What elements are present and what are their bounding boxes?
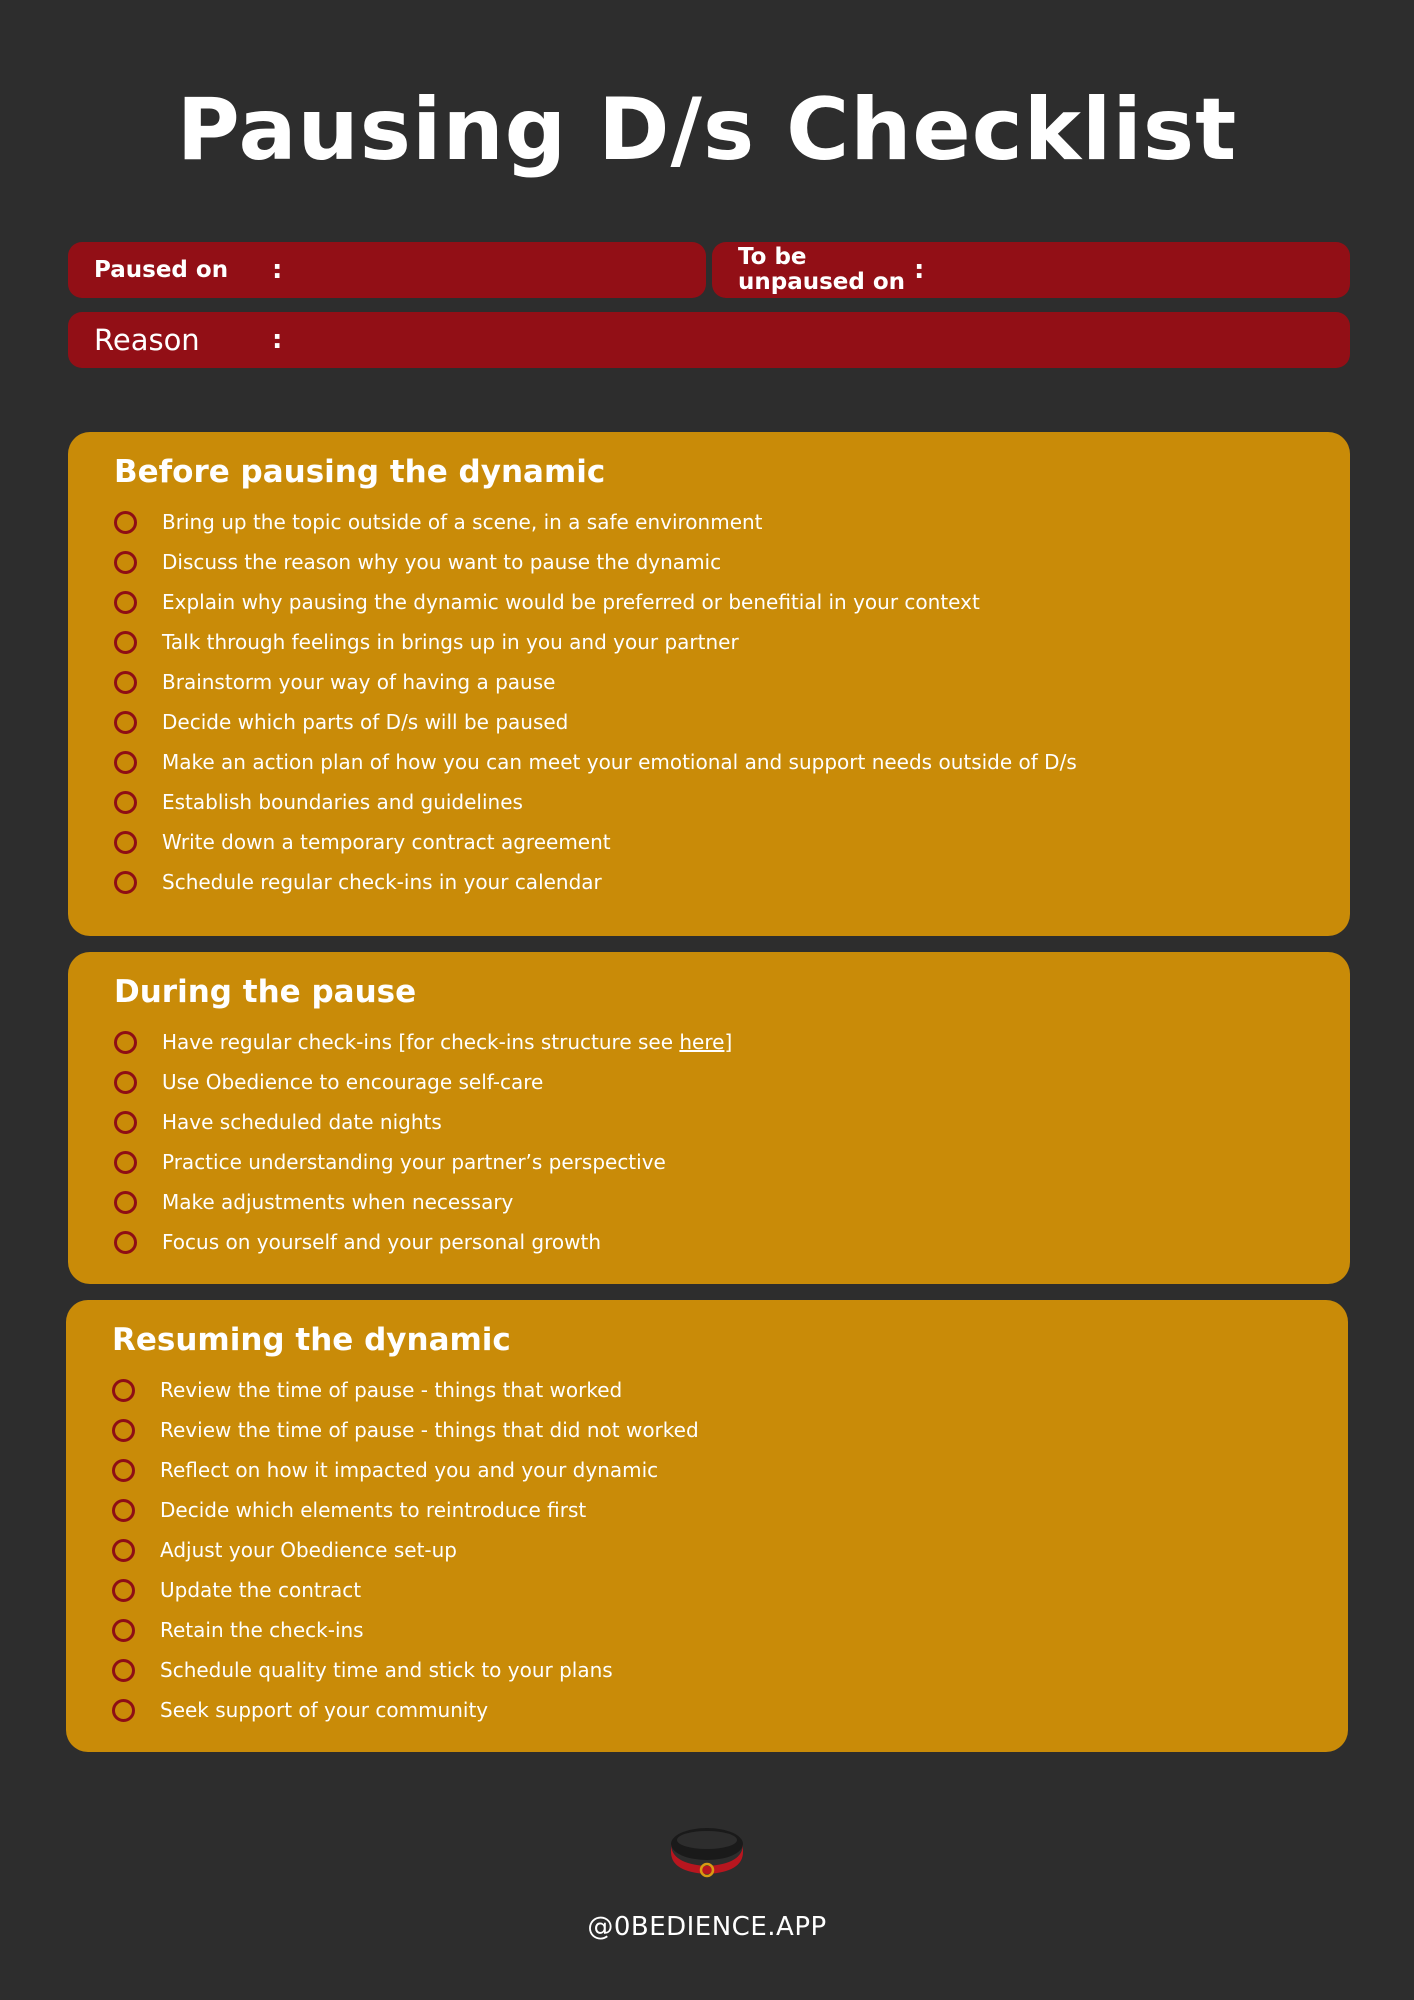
checklist-item-label: Review the time of pause - things that worked [160,1378,623,1402]
during-pause-section [68,952,1350,1284]
checklist-item-label: Bring up the topic outside of a scene, in a safe environment [162,510,763,534]
checklist-item-label: Schedule regular check-ins in your calendar [162,870,602,894]
checklist-item[interactable] [114,742,1077,782]
during-checklist [114,1022,732,1262]
checkbox-circle-icon[interactable] [112,1579,135,1602]
checkbox-circle-icon[interactable] [112,1419,135,1442]
unpaused-on-label: To be unpaused on [738,244,906,295]
checklist-item-label: Discuss the reason why you want to pause the dynamic [162,550,722,574]
checklist-item-label: Focus on yourself and your personal growth [162,1230,602,1254]
paused-on-field[interactable] [68,242,706,298]
checklist-item[interactable] [112,1610,699,1650]
checkbox-circle-icon[interactable] [114,791,137,814]
checkbox-circle-icon[interactable] [114,831,137,854]
reason-label: Reason [94,322,200,357]
checklist-item[interactable] [112,1650,699,1690]
checklist-item[interactable] [114,702,1077,742]
before-pausing-section [68,432,1350,936]
checklist-item[interactable] [114,1102,732,1142]
checkbox-circle-icon[interactable] [114,751,137,774]
paused-on-label: Paused on [94,256,229,283]
section-title-resuming: Resuming the dynamic [112,1322,511,1358]
checkbox-circle-icon[interactable] [112,1539,135,1562]
checklist-item[interactable] [114,782,1077,822]
checklist-item[interactable] [112,1690,699,1730]
checkbox-circle-icon[interactable] [114,1231,137,1254]
checkbox-circle-icon[interactable] [114,711,137,734]
checklist-item[interactable] [114,542,1077,582]
checklist-item-label: Schedule quality time and stick to your plans [160,1658,613,1682]
checkbox-circle-icon[interactable] [112,1459,135,1482]
checklist-item-label: Explain why pausing the dynamic would be preferred or benefitial in your context [162,590,980,614]
checklist-item-label: Reflect on how it impacted you and your dynamic [160,1458,659,1482]
section-title-before: Before pausing the dynamic [114,454,606,490]
checklist-item[interactable] [114,1022,732,1062]
checkbox-circle-icon[interactable] [114,631,137,654]
check-ins-suffix: ] [724,1030,733,1054]
checklist-item[interactable] [114,822,1077,862]
checklist-item-label: Seek support of your community [160,1698,489,1722]
checkbox-circle-icon[interactable] [114,1031,137,1054]
checklist-item-label: Make adjustments when necessary [162,1190,514,1214]
checklist-item-label: Decide which parts of D/s will be paused [162,710,569,734]
reason-field[interactable] [68,312,1350,368]
checklist-item[interactable] [112,1410,699,1450]
unpaused-on-field[interactable] [712,242,1350,298]
checklist-item[interactable] [112,1370,699,1410]
resuming-checklist [112,1370,699,1730]
checkbox-circle-icon[interactable] [114,591,137,614]
checkbox-circle-icon[interactable] [112,1379,135,1402]
checkbox-circle-icon[interactable] [114,1111,137,1134]
checklist-item-label [162,1030,732,1054]
checklist-item[interactable] [114,502,1077,542]
collar-icon [668,1820,746,1880]
page-title: Pausing D/s Checklist [176,80,1238,180]
unpaused-on-colon: : [914,255,925,285]
checklist-item[interactable] [114,1182,732,1222]
checklist-item-label: Make an action plan of how you can meet your emotional and support needs outside of D/s [162,750,1077,774]
checklist-item-label: Retain the check-ins [160,1618,364,1642]
checklist-item[interactable] [114,1142,732,1182]
paused-on-value[interactable] [298,242,686,298]
checklist-item[interactable] [114,1062,732,1102]
checklist-item-label: Have scheduled date nights [162,1110,442,1134]
checklist-item-label: Use Obedience to encourage self-care [162,1070,544,1094]
checklist-item-label: Establish boundaries and guidelines [162,790,523,814]
reason-value[interactable] [298,312,1330,368]
checkbox-circle-icon[interactable] [114,1151,137,1174]
checklist-item[interactable] [112,1490,699,1530]
checklist-item-label: Brainstorm your way of having a pause [162,670,556,694]
checkbox-circle-icon[interactable] [114,511,137,534]
checklist-item[interactable] [112,1530,699,1570]
checkbox-circle-icon[interactable] [112,1699,135,1722]
checkbox-circle-icon[interactable] [114,671,137,694]
checklist-item-label: Practice understanding your partner’s perspective [162,1150,666,1174]
checklist-item[interactable] [112,1570,699,1610]
checklist-item[interactable] [114,862,1077,902]
before-checklist [114,502,1077,902]
reason-colon: : [272,325,283,355]
checklist-item[interactable] [114,622,1077,662]
checkbox-circle-icon[interactable] [114,1191,137,1214]
check-ins-prefix: Have regular check-ins [for check-ins structure see [162,1030,680,1054]
checklist-item[interactable] [112,1450,699,1490]
checklist-item-label: Review the time of pause - things that did not worked [160,1418,699,1442]
checklist-item[interactable] [114,582,1077,622]
checkbox-circle-icon[interactable] [114,871,137,894]
unpaused-on-value[interactable] [940,242,1330,298]
checklist-item-label: Talk through feelings in brings up in you and your partner [162,630,739,654]
section-title-during: During the pause [114,974,417,1010]
checklist-item-label: Adjust your Obedience set-up [160,1538,457,1562]
checklist-item-label: Decide which elements to reintroduce first [160,1498,587,1522]
checklist-item-label: Write down a temporary contract agreement [162,830,611,854]
paused-on-colon: : [272,255,283,285]
checkbox-circle-icon[interactable] [114,1071,137,1094]
check-ins-structure-link[interactable]: here [679,1030,725,1054]
checkbox-circle-icon[interactable] [112,1619,135,1642]
checkbox-circle-icon[interactable] [114,551,137,574]
checklist-item-label: Update the contract [160,1578,362,1602]
checklist-item[interactable] [114,662,1077,702]
checkbox-circle-icon[interactable] [112,1659,135,1682]
footer-handle: @0BEDIENCE.APP [587,1912,827,1942]
checklist-item[interactable] [114,1222,732,1262]
resuming-section [66,1300,1348,1752]
checkbox-circle-icon[interactable] [112,1499,135,1522]
